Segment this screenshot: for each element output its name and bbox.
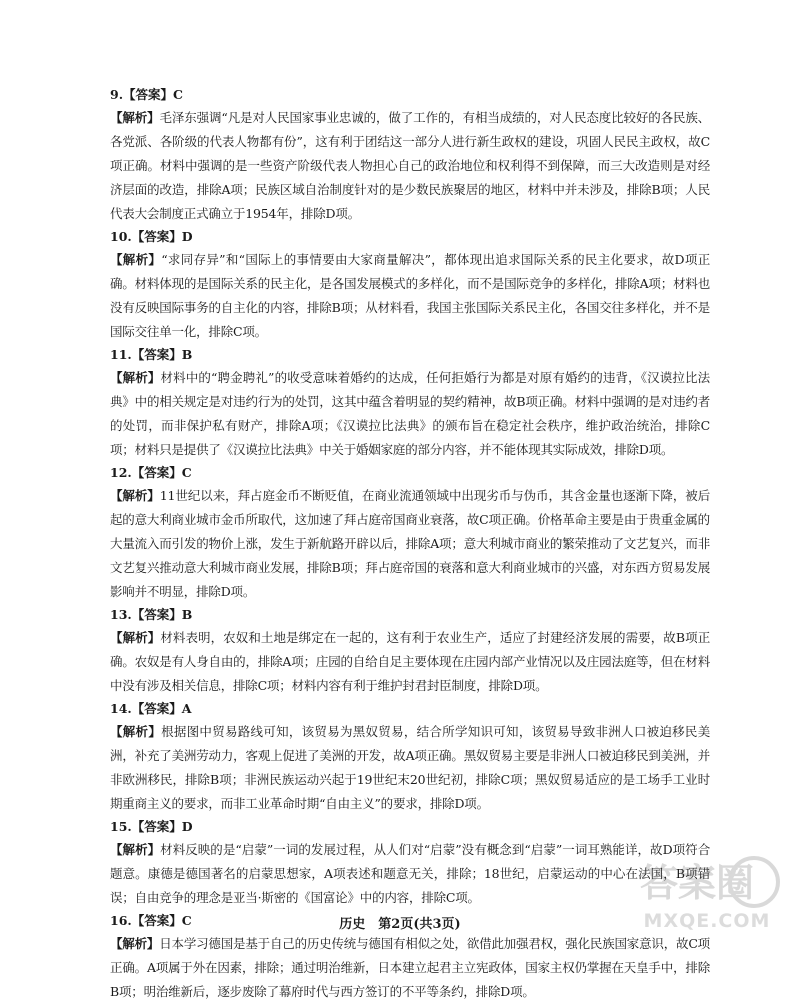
question-item-12 (110, 462, 710, 604)
page-footer: 历史 第2页(共3页) (339, 917, 461, 932)
question-item-13 (110, 604, 710, 698)
analysis-text: 根据图中贸易路线可知，该贸易为黑奴贸易，结合所学知识可知，该贸易导致非洲人口被迫移民美洲，补充了美洲劳动力，客观上促进了美洲的开发，故A项正确。黑奴贸易主要是非洲人口被迫移民到美洲，并非欧洲移民，排除B项；非洲民族运动兴起于19世纪末20世纪初，排除C项；黑奴贸易适应的是工场手工业时期重商主义的要求，而非工业革命时期“自由主义”的要求，排除D项。 (110, 724, 710, 811)
analysis-paragraph (110, 838, 710, 910)
analysis-tag: 【解析】 (110, 110, 160, 125)
answer-line: 12.【答案】C (110, 465, 192, 480)
analysis-paragraph (110, 366, 710, 462)
analysis-paragraph (110, 626, 710, 698)
answer-key-page (110, 84, 710, 1004)
watermark-glyphs: 答案圈 (640, 861, 755, 905)
analysis-tag: 【解析】 (110, 370, 161, 385)
answer-line: 9.【答案】C (110, 87, 183, 102)
analysis-text: 11世纪以来，拜占庭金币不断贬值，在商业流通领域中出现劣币与伪币，其含金量也逐渐下降，被后起的意大利商业城市金币所取代，这加速了拜占庭帝国商业衰落，故C项正确。价格革命主要是由于贵重金属的大量流入而引发的物价上涨，发生于新航路开辟以后，排除A项；意大利城市商业的繁荣推动了文艺复兴，而非文艺复兴推动意大利城市商业发展，排除B项；拜占庭帝国的衰落和意大利商业城市的兴盛，对东西方贸易发展影响并不明显，排除D项。 (110, 488, 710, 599)
question-item-15 (110, 816, 710, 910)
question-item-11 (110, 344, 710, 462)
analysis-tag: 【解析】 (110, 936, 160, 951)
analysis-tag: 【解析】 (110, 488, 160, 503)
watermark-glyphs-icon (632, 856, 782, 912)
analysis-text: 材料表明，农奴和土地是绑定在一起的，这有利于农业生产，适应了封建经济发展的需要，故B项正确。农奴是有人身自由的，排除A项；庄园的自给自足主要体现在庄园内部产业情况以及庄园法庭等，但在材料中没有涉及相关信息，排除C项；材料内容有利于维护封君封臣制度，排除D项。 (110, 630, 711, 693)
analysis-paragraph (110, 720, 710, 816)
question-item-14 (110, 698, 710, 816)
analysis-text: 材料反映的是“启蒙”一词的发展过程，从人们对“启蒙”没有概念到“启蒙”一词耳熟能详，故D项符合题意。康德是德国著名的启蒙思想家，A项表述和题意无关，排除；18世纪，启蒙运动的中心在法国，B项错误；自由竞争的理念是亚当·斯密的《国富论》中的内容，排除C项。 (110, 842, 711, 905)
analysis-tag: 【解析】 (110, 724, 162, 739)
analysis-text: 日本学习德国是基于自己的历史传统与德国有相似之处，欲借此加强君权，强化民族国家意识，故C项正确。A项属于外在因素，排除；通过明治维新，日本建立起君主立宪政体，国家主权仍掌握在天皇手中，排除B项；明治维新后，逐步废除了幕府时代与西方签订的不平等条约，排除D项。 (110, 936, 710, 999)
analysis-paragraph (110, 106, 710, 226)
analysis-text: “求同存异”和“国际上的事情要由大家商量解决”，都体现出追求国际关系的民主化要求，故D项正确。材料体现的是国际关系的民主化，是各国发展模式的多样化，而不是国际竞争的多样化，排除A项；材料也没有反映国际事务的自主化的内容，排除B项；从材料看，我国主张国际关系民主化，各国交往多样化，并不是国际交往单一化，排除C项。 (110, 252, 710, 339)
analysis-paragraph (110, 248, 710, 344)
question-item-10 (110, 226, 710, 344)
analysis-paragraph (110, 484, 710, 604)
analysis-tag: 【解析】 (110, 252, 162, 267)
answer-line: 13.【答案】B (110, 607, 193, 622)
watermark-text: MXQE.COM (643, 910, 771, 932)
analysis-paragraph (110, 932, 710, 1004)
analysis-tag: 【解析】 (110, 630, 161, 645)
analysis-text: 毛泽东强调“凡是对人民国家事业忠诚的，做了工作的，有相当成绩的，对人民态度比较好的各民族、各党派、各阶级的代表人物都有份”，这有利于团结这一部分人进行新生政权的建设，巩固人民民主政权，故C项正确。材料中强调的是一些资产阶级代表人物担心自己的政治地位和权利得不到保障，而三大改造则是对经济层面的改造，排除A项；民族区域自治制度针对的是少数民族聚居的地区，材料中并未涉及，排除B项；人民代表大会制度正式确立于1954年，排除D项。 (110, 110, 710, 221)
question-item-9 (110, 84, 710, 226)
answer-line: 16.【答案】C (110, 913, 192, 928)
analysis-text: 材料中的“聘金聘礼”的收受意味着婚约的达成，任何拒婚行为都是对原有婚约的违背，《汉谟拉比法典》中的相关规定是对违约行为的处罚，这其中蕴含着明显的契约精神，故B项正确。材料中强调的是对违约者的处罚，而非保护私有财产，排除A项；《汉谟拉比法典》的颁布旨在稳定社会秩序，维护政治统治，排除C项；材料只是提供了《汉谟拉比法典》中关于婚姻家庭的部分内容，并不能体现其实际成效，排除D项。 (110, 370, 710, 457)
answer-line: 15.【答案】D (110, 819, 193, 834)
answer-line: 11.【答案】B (110, 347, 193, 362)
analysis-tag: 【解析】 (110, 842, 161, 857)
answer-line: 14.【答案】A (110, 701, 192, 716)
answer-line: 10.【答案】D (110, 229, 193, 244)
